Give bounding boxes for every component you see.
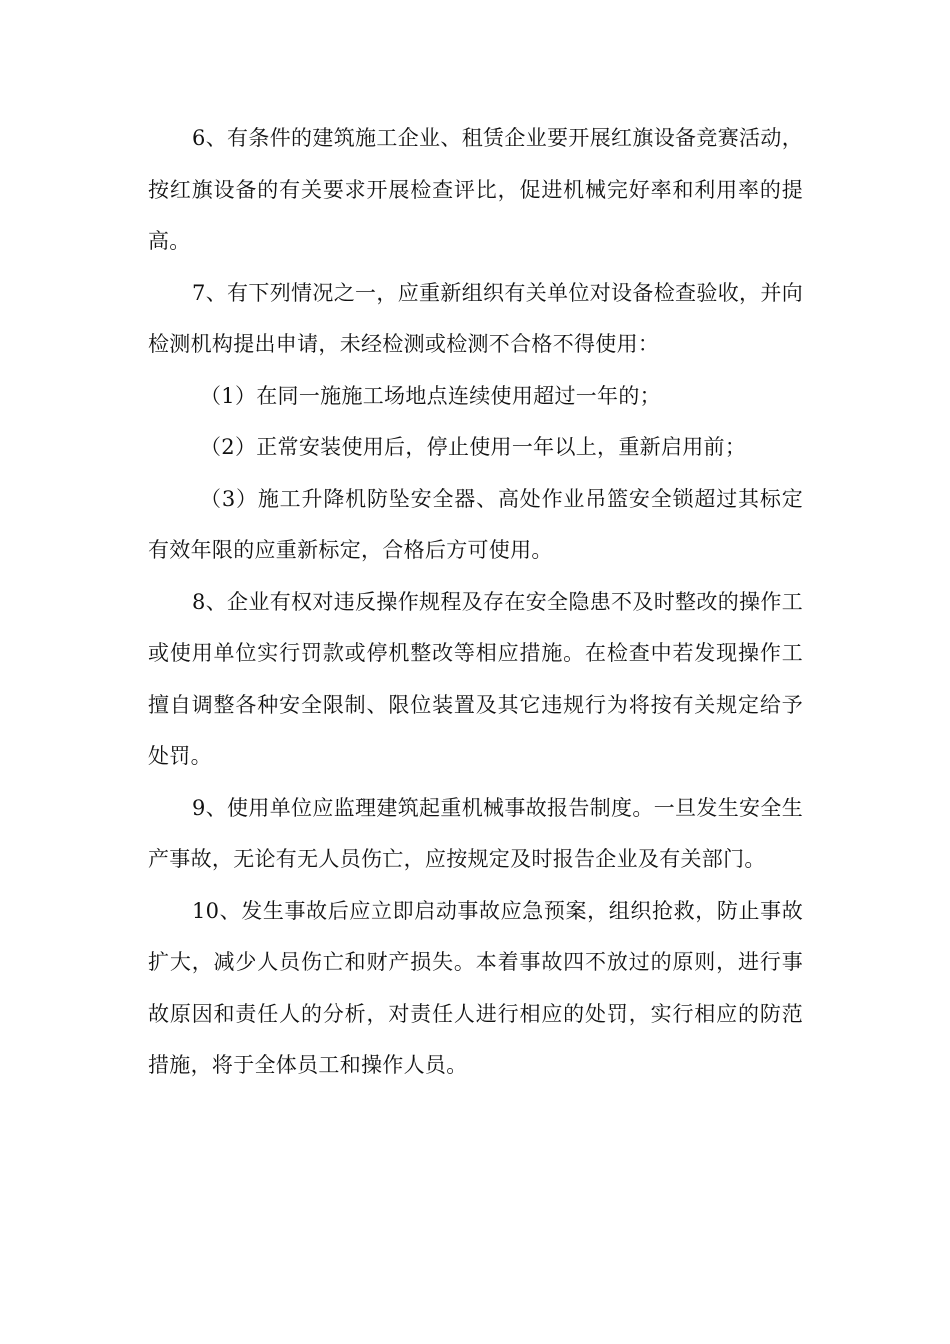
- paragraph-7-item-1: （1）在同一施施工场地点连续使用超过一年的；: [200, 383, 661, 408]
- document-body: [148, 113, 803, 1092]
- paragraph-8: 8、企业有权对违反操作规程及存在安全隐患不及时整改的操作工或使用单位实行罚款或停机整改等相应措施。在检查中若发现操作工擅自调整各种安全限制、限位装置及其它违规行为将按有关规定给予处罚。: [148, 589, 803, 768]
- paragraph-6: 6、有条件的建筑施工企业、租赁企业要开展红旗设备竞赛活动，按红旗设备的有关要求开展检查评比，促进机械完好率和利用率的提高。: [148, 126, 803, 253]
- paragraph-9: 9、使用单位应监理建筑起重机械事故报告制度。一旦发生安全生产事故，无论有无人员伤亡，应按规定及时报告企业及有关部门。: [148, 795, 803, 871]
- paragraph-10: 10、发生事故后应立即启动事故应急预案，组织抢救，防止事故扩大，减少人员伤亡和财产损失。本着事故四不放过的原则，进行事故原因和责任人的分析，对责任人进行相应的处罚，实行相应的防范措施，将于全体员工和操作人员。: [148, 898, 803, 1077]
- paragraph-7: 7、有下列情况之一，应重新组织有关单位对设备检查验收，并向检测机构提出申请，未经检测或检测不合格不得使用：: [148, 280, 803, 356]
- paragraph-7-item-3: （3）施工升降机防坠安全器、高处作业吊篮安全锁超过其标定有效年限的应重新标定，合格后方可使用。: [148, 486, 803, 562]
- paragraph-7-item-2: （2）正常安装使用后，停止使用一年以上，重新启用前；: [200, 435, 747, 459]
